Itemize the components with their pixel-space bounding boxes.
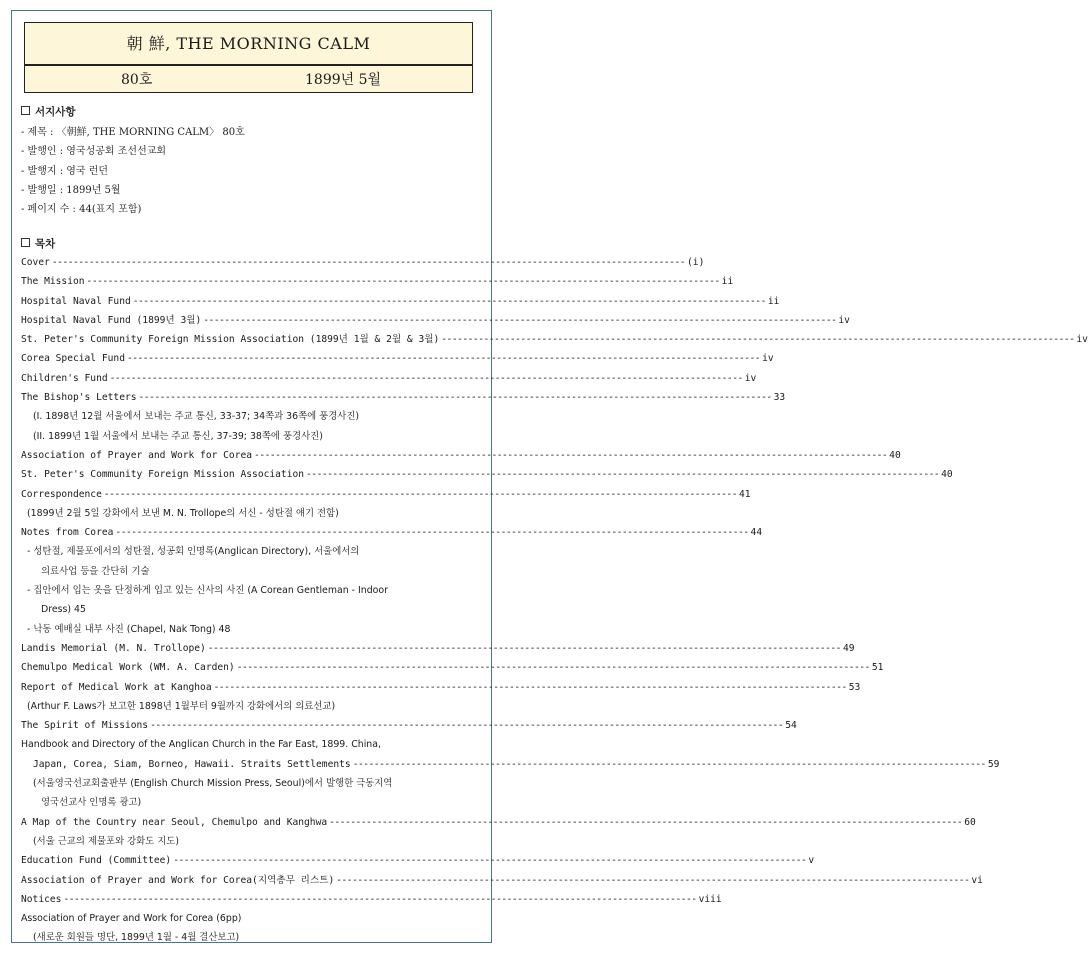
leader-dashes: ------------------------------------------------------------------------------------------------------------------------ [352,758,986,770]
leader-dashes: ------------------------------------------------------------------------------------------------------------------------ [306,469,940,481]
leader-dashes: ------------------------------------------------------------------------------------------------------------------------ [203,314,837,326]
toc-note: (I. 1898년 12월 서울에서 보내는 주교 통신, 33-37; 34쪽과 36쪽에 풍경사진) [33,411,360,423]
toc-entry [21,716,797,735]
title-box [24,22,473,93]
toc-entry-page: 60 [964,816,976,828]
toc-entry-page: iv [744,372,757,384]
bibliography-line: - 발행지 : 영국 런던 [21,165,109,177]
toc-note: - 성탄절, 제물포에서의 성탄절, 성공회 인명록(Anglican Directory), 서울에서의 [27,546,360,558]
leader-dashes: ------------------------------------------------------------------------------------------------------------------------ [213,681,847,693]
leader-dashes: ------------------------------------------------------------------------------------------------------------------------ [103,488,737,500]
toc-entry-title: Education Fund (Committee) [21,855,172,867]
issue-row [25,66,472,94]
leader-dashes: ------------------------------------------------------------------------------------------------------------------------ [51,257,686,268]
publication-title: 朝 鮮, THE MORNING CALM [25,23,472,66]
bibliography-line: - 발행일 : 1899년 5월 [21,184,121,196]
toc-entry [21,658,884,677]
toc-entry-page: 41 [739,488,751,500]
toc-note: (II. 1899년 1월 서울에서 보내는 주교 통신, 37-39; 38쪽에 풍경사진) [33,430,323,442]
leader-dashes: ------------------------------------------------------------------------------------------------------------------------ [329,816,963,828]
bibliography-line: - 발행인 : 영국성공회 조선선교회 [21,146,167,158]
toc-note: - 집안에서 입는 옷을 단정하게 입고 있는 신사의 사진 (A Corean Gentleman - Indoor [27,585,388,597]
leader-dashes: ------------------------------------------------------------------------------------------------------------------------ [109,372,743,384]
toc-entry-page: 59 [987,758,1000,770]
toc-entry-title: Corea Special Fund [21,353,125,365]
toc-entry-page: iv [762,353,774,365]
toc-note: 의료사업 등을 간단히 기술 [41,565,150,577]
toc-entry-page: 33 [773,392,786,404]
toc-entry-page: iv [1076,334,1088,346]
toc-entry-title: Landis Memorial (M. N. Trollope) [21,642,206,654]
toc-entry-title: Report of Medical Work at Kanghoa [21,681,212,693]
issue-date: 1899년 5월 [305,72,382,88]
toc-entry-title: The Spirit of Missions [21,720,149,732]
toc-entry-title: St. Peter's Community Foreign Mission Association [21,469,305,481]
toc-entry-page: 44 [750,527,763,539]
toc-entry-title: Notes from Corea [21,527,114,539]
leader-dashes: ------------------------------------------------------------------------------------------------------------------------ [336,874,970,886]
toc-note: (Arthur F. Laws가 보고한 1898년 1월부터 9월까지 강화에서의 의료선교) [27,700,336,712]
toc-note: (1899년 2월 5일 강화에서 보낸 M. N. Trollope의 서신 - 성탄절 얘기 전함) [27,507,339,519]
toc-entry-page: 40 [889,449,901,461]
leader-dashes: ------------------------------------------------------------------------------------------------------------------------ [115,527,749,539]
leader-dashes: ------------------------------------------------------------------------------------------------------------------------ [236,662,870,674]
leader-dashes: ------------------------------------------------------------------------------------------------------------------------ [207,642,841,654]
leader-dashes: ------------------------------------------------------------------------------------------------------------------------ [132,295,766,307]
toc-entry-title: The Mission [21,276,85,288]
toc-entry-title: Association of Prayer and Work for Corea [21,449,253,461]
bibliography-section [21,104,245,219]
bibliography-list [21,123,245,219]
toc-note: Association of Prayer and Work for Corea (6pp) [21,913,242,925]
toc-entry-title: A Map of the Country near Seoul, Chemulpo and Kanghwa [21,816,328,828]
leader-dashes: ------------------------------------------------------------------------------------------------------------------------ [173,855,807,867]
toc-entry [21,485,751,504]
toc-entry-page: ii [767,295,780,307]
toc-entry-page: 54 [785,720,797,732]
leader-dashes: ------------------------------------------------------------------------------------------------------------------------ [254,449,888,461]
leader-dashes: ------------------------------------------------------------------------------------------------------------------------ [138,392,772,404]
toc-entry [21,292,780,311]
leader-dashes: ------------------------------------------------------------------------------------------------------------------------ [441,334,1075,346]
toc-entry [21,871,983,890]
toc-entry-page: viii [698,893,722,905]
toc-entry-title: Association of Prayer and Work for Corea(지역총무 리스트) [21,874,335,886]
toc-entry-title: Japan, Corea, Siam, Borneo, Hawaii. Straits Settlements [33,758,351,770]
toc-entry [21,639,855,658]
toc-entry [21,851,815,870]
toc-entry [21,678,861,697]
toc-entry-title: St. Peter's Community Foreign Mission Association (1899년 1월 & 2월 & 3월) [21,334,440,346]
toc-note: - 낙동 예배실 내부 사진 (Chapel, Nak Tong) 48 [27,623,231,635]
leader-dashes: ------------------------------------------------------------------------------------------------------------------------ [126,353,761,365]
toc-entry-page: iv [838,314,850,326]
toc-note: Handbook and Directory of the Anglican Church in the Far East, 1899. China, [21,739,381,751]
toc-entry [21,813,976,832]
toc-entry-page: v [808,855,815,867]
toc-note: (서울영국선교회출판부 (English Church Mission Press, Seoul)에서 발행한 극동지역 [33,778,393,790]
leader-dashes: ------------------------------------------------------------------------------------------------------------------------ [63,893,697,905]
toc-entry-title: Hospital Naval Fund [21,295,131,307]
toc-note: 영국선교사 인명록 광고) [41,797,142,809]
square-bullet-icon [21,238,30,247]
toc-entry-page: 40 [941,469,953,481]
bibliography-line: - 제목 : 〈朝鮮, THE MORNING CALM〉 80호 [21,127,245,138]
toc-entry-title: Cover [21,257,50,268]
bibliography-line: - 페이지 수 : 44(표지 포함) [21,204,142,216]
leader-dashes: ------------------------------------------------------------------------------------------------------------------------ [86,276,720,288]
toc-note: (서울 근교의 제물포와 강화도 지도) [33,835,180,847]
toc-entry [21,465,953,484]
toc-entry-page: (i) [687,257,705,268]
toc-entry-title: The Bishop's Letters [21,392,137,404]
toc-entry [21,388,786,407]
bibliography-heading: 서지사항 [21,104,245,119]
contents-heading: 목차 [21,236,55,251]
leader-dashes: ------------------------------------------------------------------------------------------------------------------------ [150,720,784,732]
toc-entry-title: Hospital Naval Fund (1899년 3월) [21,314,202,326]
toc-entry [21,330,1088,349]
toc-entry-page: ii [721,276,734,288]
toc-entry-page: 51 [871,662,884,674]
toc-note: (새로운 회원들 명단, 1899년 1월 - 4월 결산보고) [33,932,240,944]
toc-entry [21,369,757,388]
toc-entry [21,446,901,465]
toc-note: Dress) 45 [41,604,86,616]
issue-number: 80호 [121,72,153,88]
toc-entry [21,272,734,291]
toc-entry-title: Notices [21,893,62,905]
table-of-contents [21,253,1088,948]
square-bullet-icon [21,106,30,115]
toc-entry-page: 49 [842,642,855,654]
toc-entry [21,523,763,542]
toc-entry [21,755,1000,774]
toc-entry-title: Children's Fund [21,372,108,384]
toc-entry [21,349,774,368]
toc-entry [21,253,705,272]
toc-entry [21,890,722,909]
toc-entry-page: 53 [848,681,861,693]
toc-entry-title: Chemulpo Medical Work (WM. A. Carden) [21,662,235,674]
toc-entry [21,311,850,330]
toc-entry-title: Correspondence [21,488,102,500]
toc-entry-page: vi [971,874,983,886]
